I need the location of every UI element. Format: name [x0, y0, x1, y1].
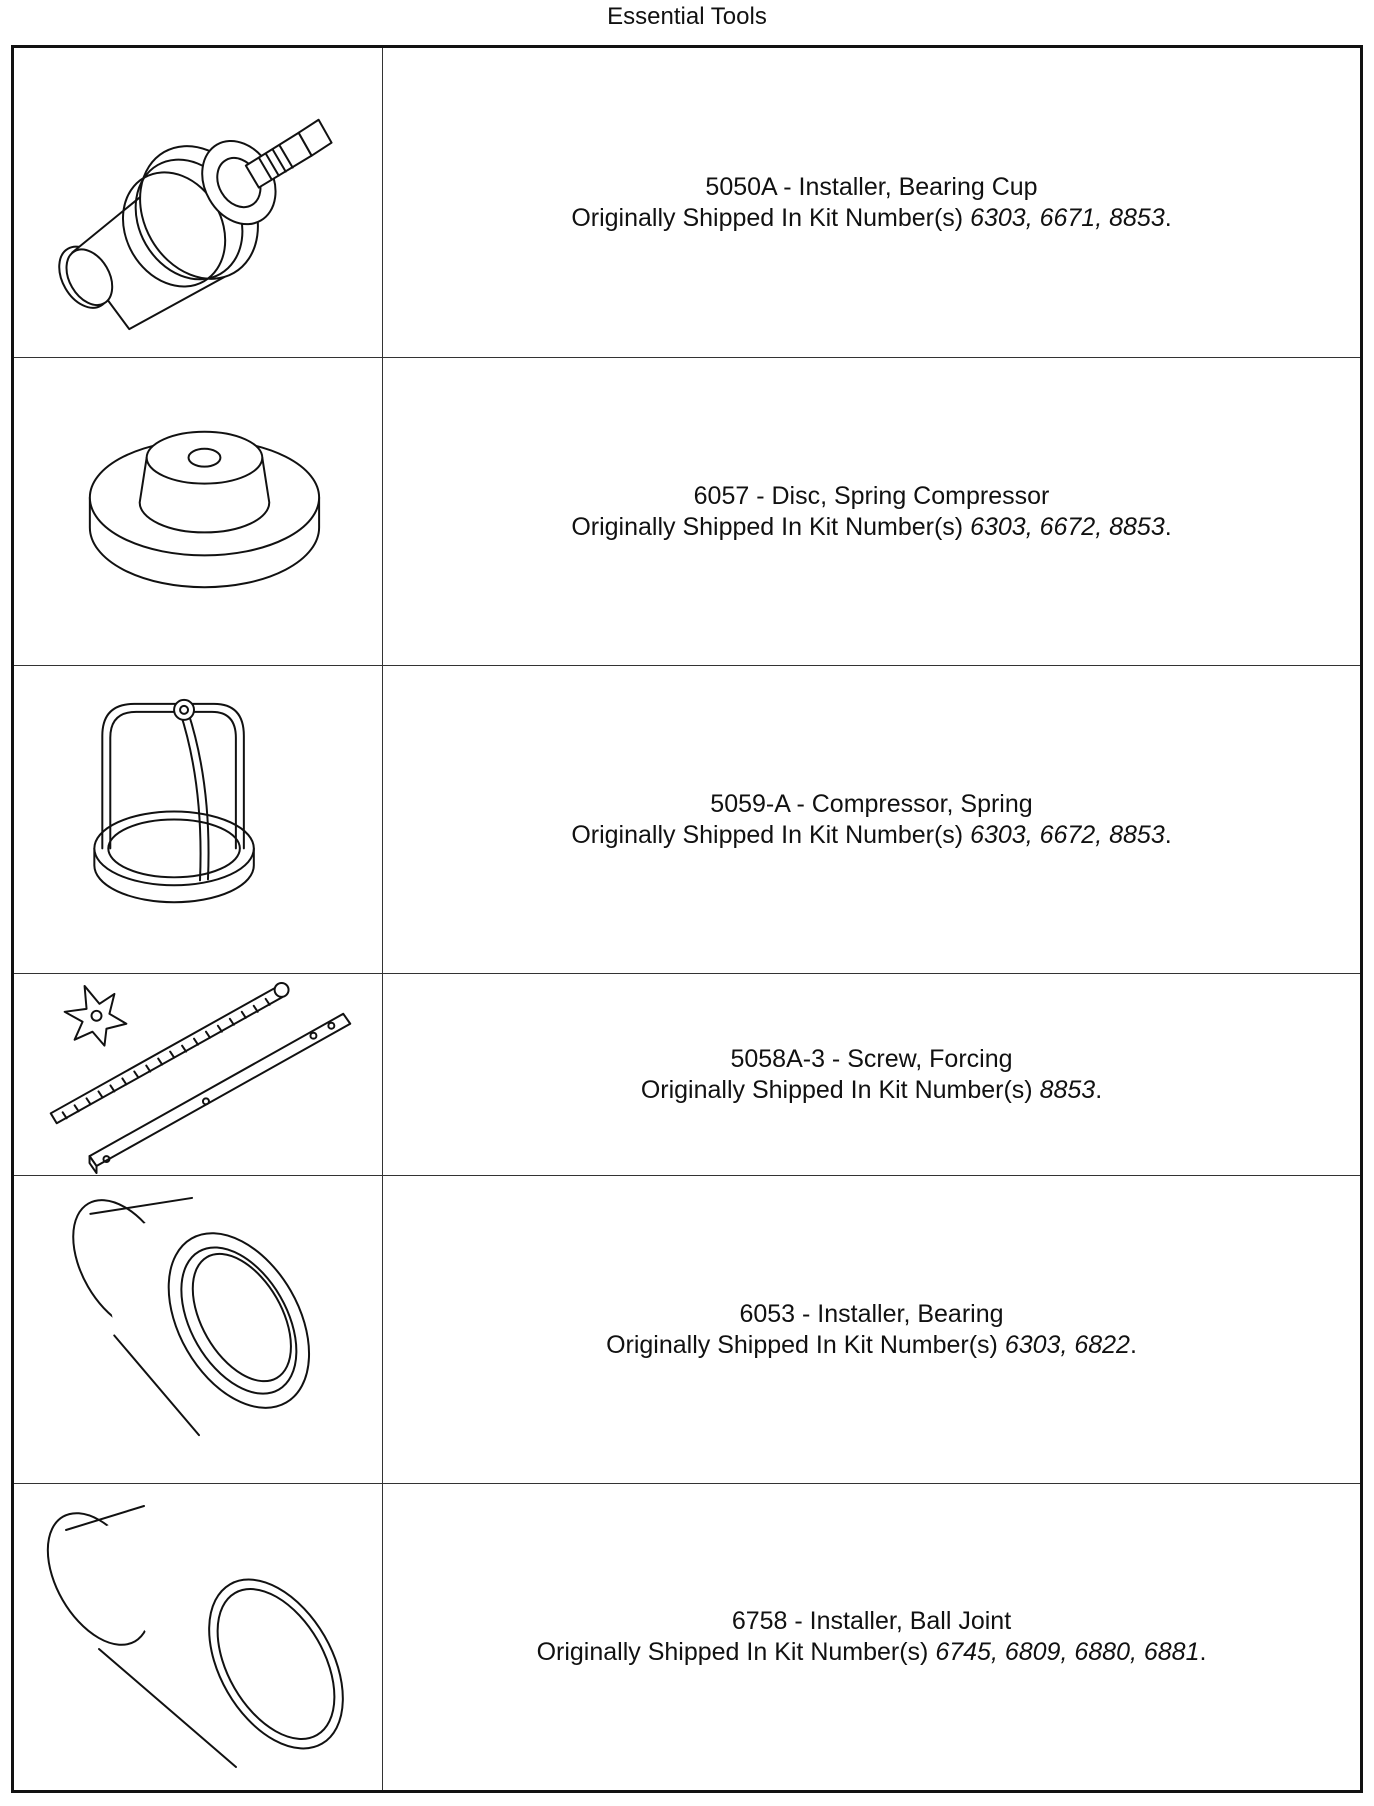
kit-list: 6303, 6672, 8853	[970, 820, 1165, 849]
spring-compressor-illustration	[14, 666, 383, 973]
kit-list: 6745, 6809, 6880, 6881	[935, 1638, 1200, 1666]
kit-suffix: .	[1199, 1638, 1207, 1666]
tool-row	[14, 666, 1360, 974]
bearing-cup-installer-illustration	[14, 48, 383, 357]
description-cell	[383, 48, 1360, 357]
tool-name: 6057 - Disc, Spring Compressor	[693, 481, 1050, 510]
kit-suffix: .	[1095, 1075, 1103, 1104]
kit-suffix: .	[1164, 512, 1172, 541]
description-cell	[383, 358, 1360, 665]
tool-name: 5050A - Installer, Bearing Cup	[705, 172, 1038, 201]
image-cell	[14, 1176, 383, 1483]
tool-name: 5058A-3 - Screw, Forcing	[730, 1044, 1013, 1073]
description-cell	[383, 974, 1360, 1175]
description-cell	[383, 1176, 1360, 1483]
kit-numbers	[571, 203, 1171, 234]
kit-suffix: .	[1164, 203, 1172, 232]
kit-prefix: Originally Shipped In Kit Number(s)	[571, 820, 971, 849]
kit-numbers	[571, 512, 1171, 543]
spring-compressor-disc-illustration	[14, 358, 383, 665]
tool-row	[14, 974, 1360, 1176]
tool-row	[14, 1176, 1360, 1484]
image-cell	[14, 1484, 383, 1790]
kit-numbers	[641, 1075, 1102, 1106]
tool-name: 6053 - Installer, Bearing	[739, 1299, 1004, 1328]
bearing-installer-illustration	[14, 1176, 383, 1483]
tool-name: 6758 - Installer, Ball Joint	[731, 1607, 1012, 1635]
forcing-screw-illustration	[14, 974, 383, 1175]
kit-prefix: Originally Shipped In Kit Number(s)	[536, 1638, 936, 1666]
kit-numbers	[537, 1637, 1207, 1668]
tool-row	[14, 1484, 1360, 1790]
kit-numbers	[606, 1330, 1137, 1361]
ball-joint-installer-illustration	[14, 1484, 383, 1790]
kit-prefix: Originally Shipped In Kit Number(s)	[571, 203, 971, 232]
kit-suffix: .	[1129, 1330, 1137, 1359]
page-title: Essential Tools	[607, 3, 767, 30]
tool-name: 5059-A - Compressor, Spring	[710, 789, 1033, 818]
kit-prefix: Originally Shipped In Kit Number(s)	[640, 1075, 1040, 1104]
kit-list: 8853	[1039, 1075, 1096, 1104]
description-cell	[383, 1484, 1360, 1790]
kit-list: 6303, 6671, 8853	[970, 203, 1165, 232]
image-cell	[14, 666, 383, 973]
image-cell	[14, 974, 383, 1175]
kit-prefix: Originally Shipped In Kit Number(s)	[606, 1330, 1005, 1359]
kit-numbers	[571, 820, 1171, 851]
tool-row	[14, 48, 1360, 358]
tool-row	[14, 358, 1360, 666]
kit-prefix: Originally Shipped In Kit Number(s)	[571, 512, 971, 541]
image-cell	[14, 358, 383, 665]
image-cell	[14, 48, 383, 357]
tools-table	[11, 45, 1363, 1793]
kit-suffix: .	[1164, 820, 1172, 849]
kit-list: 6303, 6672, 8853	[970, 512, 1165, 541]
kit-list: 6303, 6822	[1004, 1330, 1130, 1359]
description-cell	[383, 666, 1360, 973]
